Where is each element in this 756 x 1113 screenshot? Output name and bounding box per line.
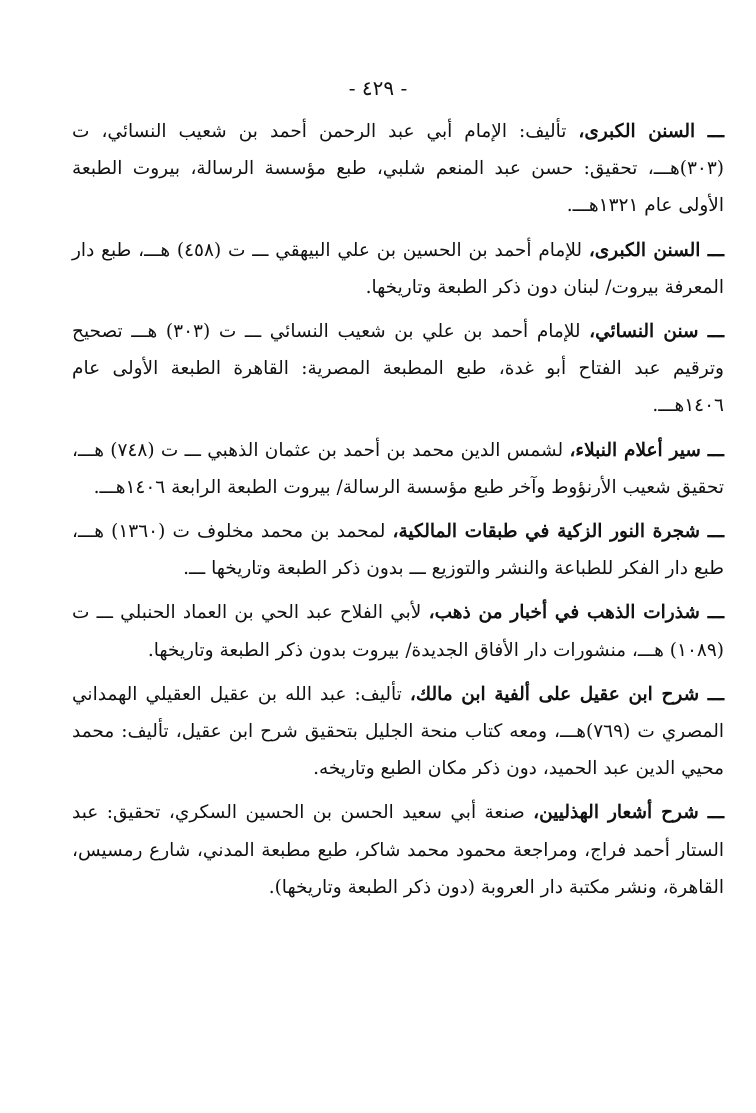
entry-details: للإمام أحمد بن علي بن شعيب النسائي ـــ ت (٣٠٣) هـــ تصحيح وترقيم عبد الفتاح أبو غدة، طبع المطبعة المصرية: القاهرة الطبعة الأولى عام ١٤٠٦هـــ.: [72, 321, 724, 417]
bibliography-list: [72, 113, 724, 913]
entry-details: لشمس الدين محمد بن أحمد بن عثمان الذهبي ـــ ت (٧٤٨) هـــ، تحقيق شعيب الأرنؤوط وآخر طبع مؤسسة الرسالة/ بيروت الطبعة الرابعة ١٤٠٦هـــ.: [72, 439, 724, 498]
bibliography-entry: [72, 432, 724, 506]
entry-title: ـــ سير أعلام النبلاء،: [569, 439, 724, 461]
entry-title: ـــ شجرة النور الزكية في طبقات المالكية،: [392, 521, 724, 543]
entry-details: لمحمد بن محمد مخلوف ت (١٣٦٠) هـــ، طبع دار الفكر للطباعة والنشر والتوزيع ـــ بدون ذكر الطبعة وتاريخها ـــ.: [72, 521, 724, 580]
entry-details: تأليف: عبد الله بن عقيل العقيلي الهمداني المصري ت (٧٦٩)هـــ، ومعه كتاب منحة الجليل بتحقيق شرح ابن عقيل، تأليف: محمد محيي الدين عبد الحميد، دون ذكر مكان الطبع وتاريخه.: [72, 683, 724, 780]
bibliography-entry: [72, 794, 724, 906]
entry-title: ـــ شرح ابن عقيل على ألفية ابن مالك،: [409, 683, 724, 705]
entry-details: تأليف: الإمام أبي عبد الرحمن أحمد بن شعيب النسائي، ت (٣٠٣)هـــ، تحقيق: حسن عبد المنعم شلبي، طبع مؤسسة الرسالة، بيروت الطبعة الأولى عام ١٣٢١هـــ.: [72, 121, 724, 217]
entry-title: ـــ شذرات الذهب في أخبار من ذهب،: [428, 602, 724, 624]
entry-details: لأبي الفلاح عبد الحي بن العماد الحنبلي ـــ ت (١٠٨٩) هـــ، منشورات دار الأفاق الجديدة/ بيروت بدون ذكر الطبعة وتاريخها.: [72, 602, 724, 661]
entry-details: للإمام أحمد بن الحسين بن علي البيهقي ـــ ت (٤٥٨) هـــ، طبع دار المعرفة بيروت/ لبنان دون ذكر الطبعة وتاريخها.: [72, 239, 724, 298]
bibliography-entry: [72, 594, 724, 668]
bibliography-entry: [72, 313, 724, 425]
entry-title: ـــ سنن النسائي،: [589, 321, 724, 343]
bibliography-entry: [72, 232, 724, 306]
page-number: - ٤٢٩ -: [348, 76, 408, 100]
entry-title: ـــ السنن الكبرى،: [578, 121, 724, 142]
bibliography-entry: [72, 513, 724, 587]
entry-details: صنعة أبي سعيد الحسن بن الحسين السكري، تحقيق: عبد الستار أحمد فراج، ومراجعة محمود محمد شاكر، طبع مطبعة المدني، شارع رمسيس، القاهرة، ونشر مكتبة دار العروبة (دون ذكر الطبعة وتاريخها).: [72, 802, 724, 898]
bibliography-entry: [72, 676, 724, 788]
entry-title: ـــ شرح أشعار الهذليين،: [533, 802, 724, 824]
entry-title: ـــ السنن الكبرى،: [588, 239, 725, 261]
bibliography-entry: [72, 113, 724, 225]
